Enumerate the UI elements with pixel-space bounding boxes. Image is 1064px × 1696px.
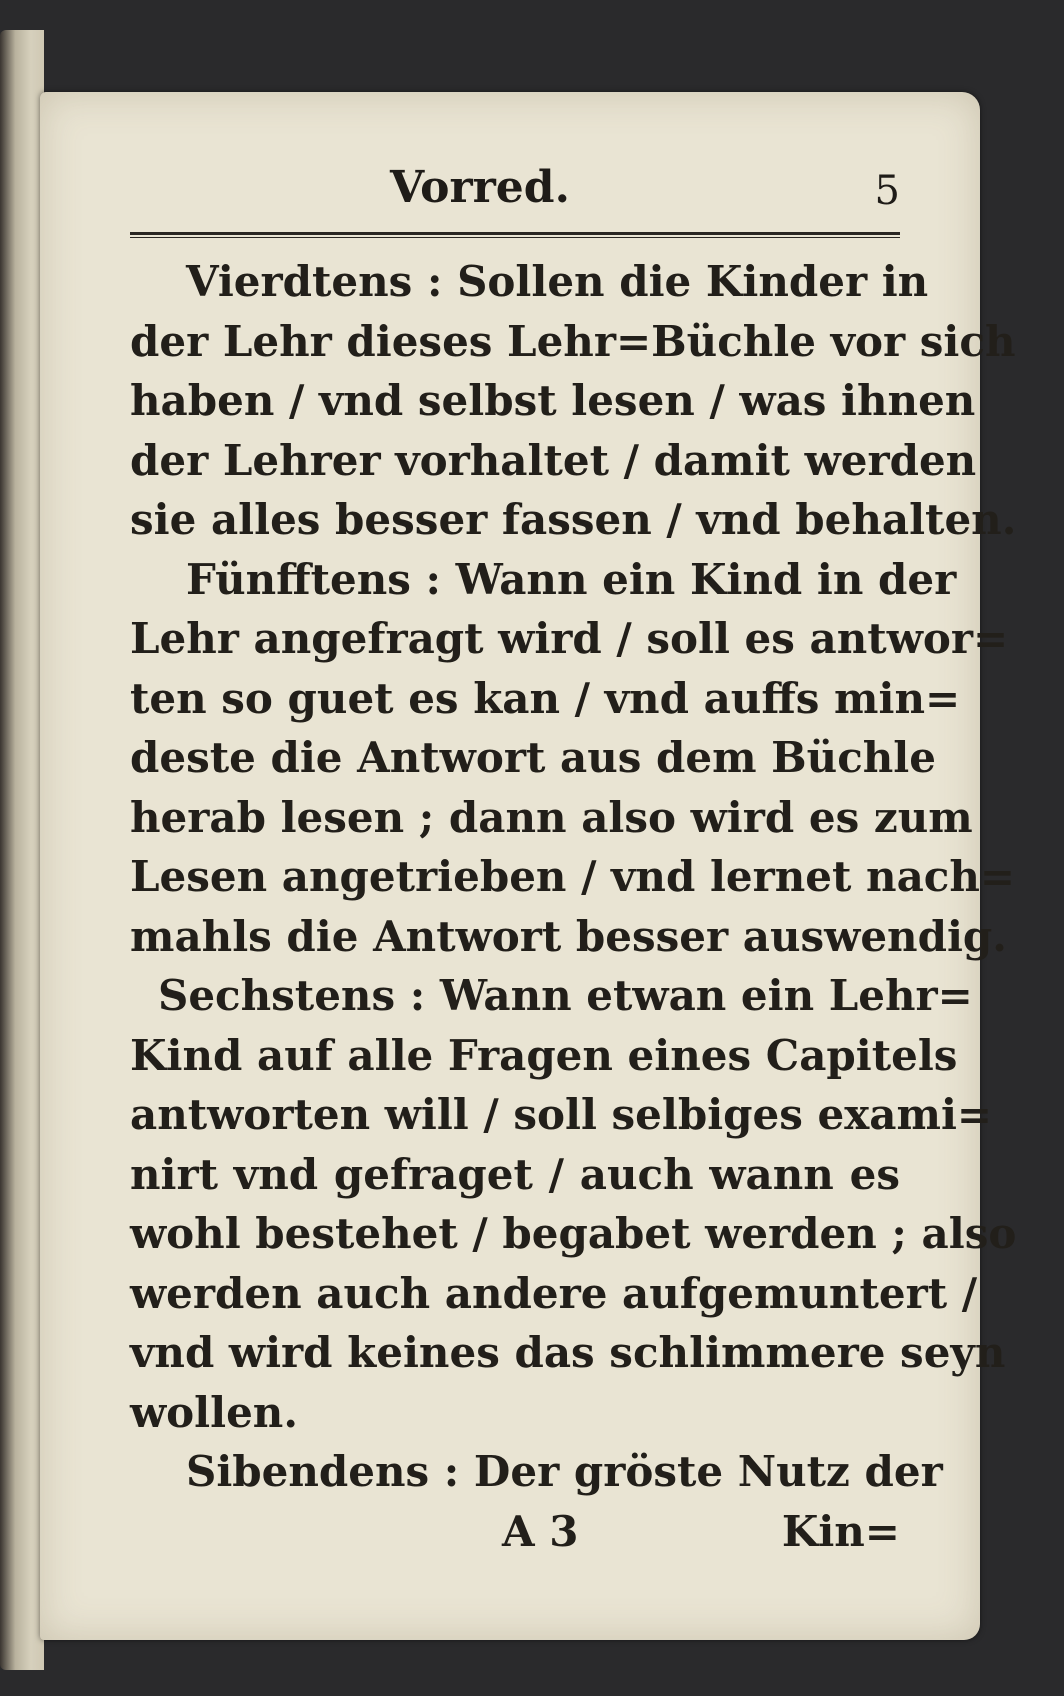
text-line: werden auch andere aufgemuntert / — [130, 1268, 978, 1318]
text-line: herab lesen ; dann also wird es zum — [130, 792, 973, 842]
text-line: ten so guet es kan / vnd auffs min= — [130, 673, 961, 723]
signature-mark: A 3 — [502, 1506, 579, 1556]
text-line: deste die Antwort aus dem Büchle — [130, 733, 936, 782]
text-line: Fünfftens : Wann ein Kind in der — [186, 554, 957, 604]
text-line: mahls die Antwort besser auswendig. — [130, 911, 1007, 961]
text-line: Kind auf alle Fragen eines Capitels — [130, 1030, 958, 1080]
text-line: haben / vnd selbst lesen / was ihnen — [130, 376, 976, 425]
text-line: Lehr angefragt wird / soll es antwor= — [130, 614, 1009, 663]
page-content — [130, 162, 1017, 1566]
header-rule — [130, 232, 900, 238]
text-line: wohl bestehet / begabet werden ; also — [130, 1209, 1017, 1258]
text-line: Lesen angetrieben / vnd lernet nach= — [130, 852, 1016, 901]
catchword: Kin= — [781, 1506, 900, 1556]
text-line: Sechstens : Wann etwan ein Lehr= — [158, 971, 973, 1020]
text-line: der Lehr dieses Lehr=Büchle vor sich — [130, 316, 1016, 366]
page-number: 5 — [874, 168, 900, 214]
running-head: Vorred. — [390, 162, 570, 213]
text-line: antworten will / soll selbiges exami= — [130, 1090, 993, 1139]
text-line: der Lehrer vorhaltet / damit werden — [130, 435, 977, 485]
page-header — [130, 162, 900, 232]
book-page — [40, 92, 1017, 1640]
body-text — [130, 252, 1017, 1502]
text-line: vnd wird keines das schlimmere seyn — [130, 1328, 1006, 1377]
text-line: nirt vnd gefraget / auch wann es — [130, 1149, 900, 1199]
text-line: Vierdtens : Sollen die Kinder in — [186, 257, 929, 306]
text-line: Sibendens : Der gröste Nutz der — [186, 1447, 943, 1496]
text-line: sie alles besser fassen / vnd behalten. — [130, 495, 1017, 544]
text-line: wollen. — [130, 1387, 298, 1437]
facing-page-edge — [0, 30, 44, 1670]
page-footer — [130, 1502, 900, 1566]
